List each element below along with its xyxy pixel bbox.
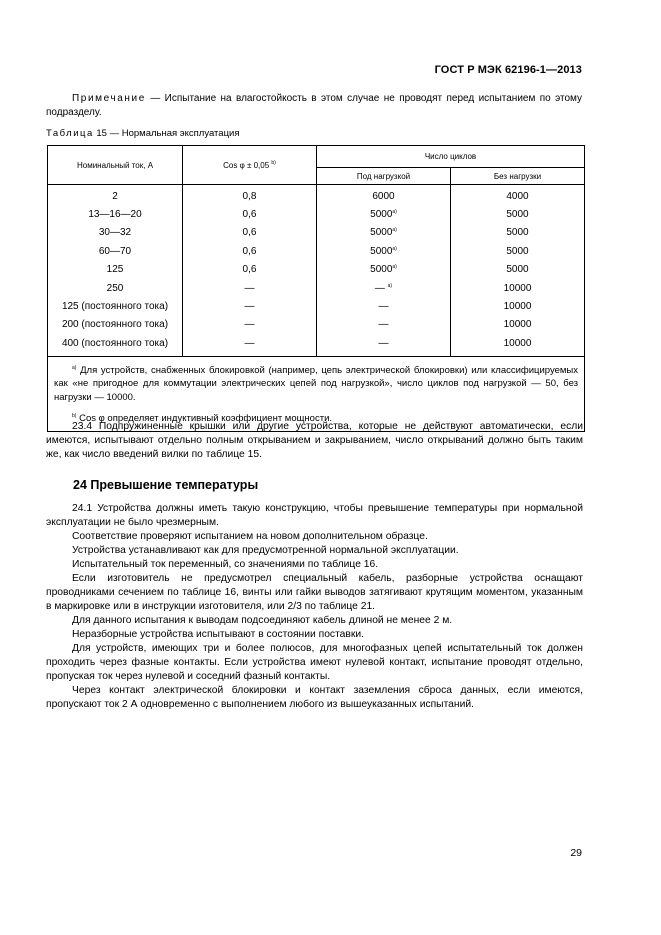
footnote-b-text: Cos φ определяет индуктивный коэффициент мощности.: [76, 413, 333, 425]
cell-load-mark: a): [387, 282, 393, 289]
cell-load: [317, 242, 451, 260]
cell-load: [317, 261, 451, 279]
table-row: [48, 224, 585, 242]
table-row: [48, 279, 585, 297]
cell-cos: 0,6: [183, 205, 317, 223]
header-cos-mark: b): [271, 160, 276, 166]
cell-cos: 0,6: [183, 242, 317, 260]
table-row: [48, 205, 585, 223]
table-row: [48, 297, 585, 315]
header-noload: Без нагрузки: [451, 168, 585, 185]
table-caption-label: Таблица: [46, 128, 94, 139]
paragraph: Для устройств, имеющих три и более полюсов, для многофазных цепей испытательный ток должен проходить через фазные контакты. Если устройства имеют нулевой контакт, испытание проводят отдельно, пропуская ток через нулевой и соседний фазный контакты.: [46, 643, 583, 682]
table-row: [48, 334, 585, 356]
paragraph-23-4: 23.4 Подпружиненные крышки или другие устройства, которые не действуют автоматически, если имеются, испытывают отдельно полным открыванием и закрыванием, число открываний должно быть таким же, как число введений вилки по таблице 15.: [46, 421, 583, 460]
cell-load-value: 5000: [370, 245, 393, 257]
cell-load-value: —: [378, 337, 389, 349]
cell-load-mark: a): [392, 245, 397, 252]
cell-load-value: —: [378, 301, 389, 313]
cell-current: 13—16—20: [48, 205, 183, 223]
cell-load-value: —: [378, 319, 389, 331]
cell-noload: 10000: [451, 279, 585, 297]
table-row: [48, 316, 585, 334]
cell-current: 125 (постоянного тока): [48, 297, 183, 315]
cell-current: 60—70: [48, 242, 183, 260]
cell-load: [317, 297, 451, 315]
cell-load: [317, 224, 451, 242]
cell-load-mark: a): [392, 264, 397, 271]
cell-noload: 5000: [451, 261, 585, 279]
paragraph: Испытательный ток переменный, со значениями по таблице 16.: [72, 559, 379, 570]
cell-load: [317, 316, 451, 334]
cell-load: [317, 279, 451, 297]
note-label: Примечание: [72, 93, 146, 104]
cell-cos: 0,6: [183, 261, 317, 279]
table-row: [48, 261, 585, 279]
table-caption: [46, 128, 239, 139]
note-paragraph: [46, 92, 582, 120]
page-number: 29: [570, 847, 582, 859]
section-24-body: [46, 502, 583, 712]
cell-load-value: 5000: [370, 264, 393, 276]
paragraph: Соответствие проверяют испытанием на новом дополнительном образце.: [72, 531, 428, 542]
cell-noload: 5000: [451, 224, 585, 242]
clause-23-4: [46, 420, 583, 462]
header-cycles: Число циклов: [317, 146, 585, 168]
cell-load: [317, 185, 451, 206]
cell-load-value: 5000: [370, 227, 393, 239]
cell-load-value: 6000: [372, 190, 395, 202]
cell-current: 30—32: [48, 224, 183, 242]
footnote-a: [54, 362, 578, 405]
cell-cos: —: [183, 297, 317, 315]
cell-cos: —: [183, 316, 317, 334]
cell-noload: 4000: [451, 185, 585, 206]
header-cos: [183, 146, 317, 185]
cell-current: 250: [48, 279, 183, 297]
header-cos-text: Cos φ ± 0,05: [223, 161, 270, 170]
cell-noload: 10000: [451, 297, 585, 315]
cell-current: 200 (постоянного тока): [48, 316, 183, 334]
paragraph: Для данного испытания к выводам подсоединяют кабель длиной не менее 2 м.: [72, 615, 453, 626]
header-current: Номинальный ток, А: [48, 146, 183, 185]
paragraph: Через контакт электрической блокировки и контакт заземления сброса данных, если имеются, пропускают ток 2 А одновременно с выполнением любого из вышеуказанных испытаний.: [46, 685, 583, 710]
cell-load-mark: a): [392, 209, 397, 216]
cell-load-value: 5000: [370, 209, 393, 221]
cell-current: 400 (постоянного тока): [48, 334, 183, 356]
note-text: — Испытание на влагостойкость в этом случае не проводят перед испытанием по этому подразделу.: [46, 93, 582, 118]
table-row: [48, 185, 585, 206]
cell-current: 125: [48, 261, 183, 279]
table-caption-text: 15 — Нормальная эксплуатация: [93, 128, 240, 139]
paragraph: Устройства устанавливают как для предусмотренной нормальной эксплуатации.: [72, 545, 459, 556]
cell-load: [317, 334, 451, 356]
footnote-b-mark: b): [72, 413, 77, 420]
cell-noload: 5000: [451, 242, 585, 260]
cell-noload: 10000: [451, 316, 585, 334]
cell-noload: 5000: [451, 205, 585, 223]
document-header: ГОСТ Р МЭК 62196-1—2013: [434, 64, 582, 76]
cell-cos: 0,8: [183, 185, 317, 206]
paragraph: 24.1 Устройства должны иметь такую конструкцию, чтобы превышение температуры при нормальной эксплуатации не было чрезмерным.: [46, 503, 583, 528]
cell-cos: —: [183, 279, 317, 297]
paragraph: Неразборные устройства испытывают в состоянии поставки.: [72, 629, 364, 640]
footnote-a-text: Для устройств, снабженных блокировкой (например, цепь электрической блокировки) или классифицируемых как «не пригодное для коммутации электрических цепей под нагрузкой», число циклов под нагрузкой — 50, без нагрузки — 10000.: [54, 364, 579, 403]
cell-noload: 10000: [451, 334, 585, 356]
cell-current: 2: [48, 185, 183, 206]
cell-cos: 0,6: [183, 224, 317, 242]
footnote-a-mark: a): [72, 364, 77, 371]
table-15: [47, 145, 585, 432]
cell-load: [317, 205, 451, 223]
paragraph: Если изготовитель не предусмотрел специальный кабель, разборные устройства оснащают проводниками сечением по таблице 16, винты или гайки выводов затягивают крутящим моментом, указанным в маркировке или в инструкции изготовителя, или 2/3 по таблице 21.: [46, 573, 583, 612]
header-load: Под нагрузкой: [317, 168, 451, 185]
cell-load-value: —: [374, 282, 385, 294]
cell-cos: —: [183, 334, 317, 356]
cell-load-mark: a): [392, 227, 397, 234]
table-row: [48, 242, 585, 260]
section-24-heading: 24 Превышение температуры: [73, 478, 259, 492]
